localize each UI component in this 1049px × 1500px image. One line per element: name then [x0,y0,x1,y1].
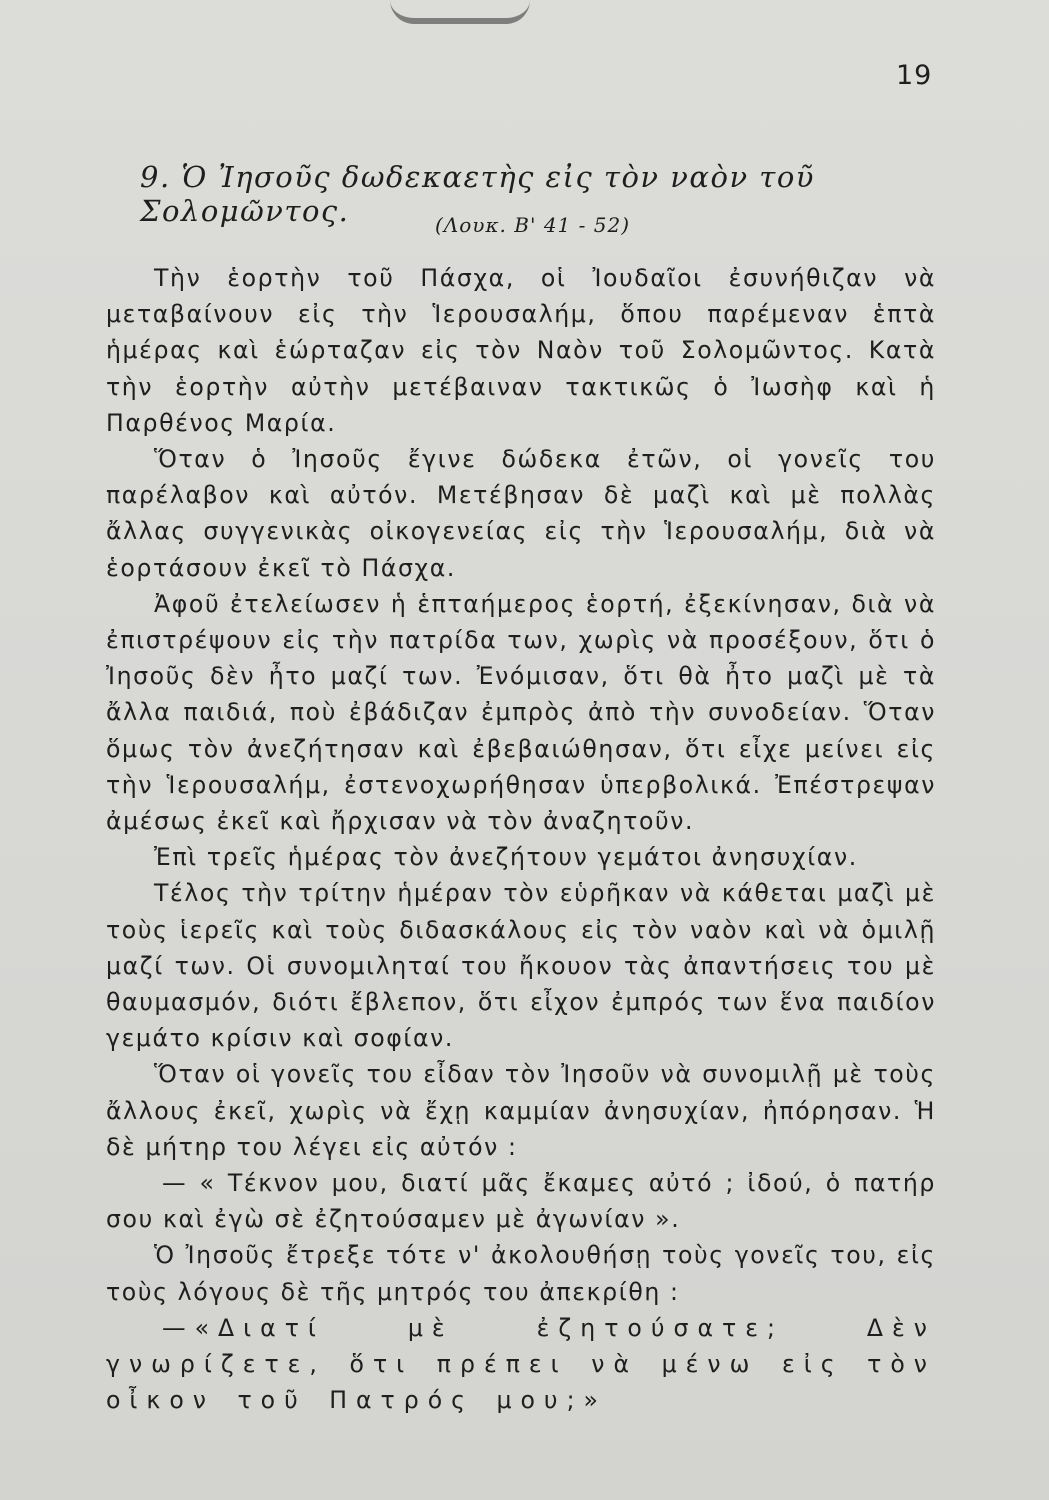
paragraph: Ἐπὶ τρεῖς ἡμέρας τὸν ἀνεζήτουν γεμάτοι ἀνησυχίαν. [154,843,858,872]
paragraph: Ὅταν ὁ Ἰησοῦς ἔγινε δώδεκα ἐτῶν, οἱ γονεῖς του παρέλαβον καὶ αὐτόν. Μετέβησαν δὲ μαζὶ καὶ μὲ πολλὰς ἄλλας συγγενικὰς οἰκογενείας εἰς τὴν Ἱερουσαλήμ, διὰ νὰ ἑορτάσουν ἐκεῖ τὸ Πάσχα. [106,445,936,582]
paragraph: Ὁ Ἰησοῦς ἔτρεξε τότε ν' ἀκολουθήσῃ τοὺς γονεῖς του, εἰς τοὺς λόγους δὲ τῆς μητρός του ἀπεκρίθη : [106,1241,936,1306]
paragraph: Ἀφοῦ ἐτελείωσεν ἡ ἑπταήμερος ἑορτή, ἐξεκίνησαν, διὰ νὰ ἐπιστρέψουν εἰς τὴν πατρίδα των, χωρὶς νὰ προσέξουν, ὅτι ὁ Ἰησοῦς δὲν ἦτο μαζί των. Ἐνόμισαν, ὅτι θὰ ἦτο μαζὶ μὲ τὰ ἄλλα παιδιά, ποὺ ἐβάδιζαν ἐμπρὸς ἀπὸ τὴν συνοδείαν. Ὅταν ὅμως τὸν ἀνεζήτησαν καὶ ἐβεβαιώθησαν, ὅτι εἶχε μείνει εἰς τὴν Ἱερουσαλήμ, ἐστενοχωρήθησαν ὑπερβολικά. Ἐπέστρεψαν ἀμέσως ἐκεῖ καὶ ἤρχισαν νὰ τὸν ἀναζητοῦν. [106,589,936,836]
body-text [106,260,936,1419]
scripture-reference: (Λουκ. Β' 41 - 52) [435,213,631,237]
dialog-quote-spaced: —«Διατί μὲ ἐζητούσατε; Δὲν γνωρίζετε, ὅτι πρέπει νὰ μένω εἰς τὸν οἶκον τοῦ Πατρός μου;» [106,1313,936,1415]
paragraph: Ὅταν οἱ γονεῖς του εἶδαν τὸν Ἰησοῦν νὰ συνομιλῇ μὲ τοὺς ἄλλους ἐκεῖ, χωρὶς νὰ ἔχῃ καμμίαν ἀνησυχίαν, ἠπόρησαν. Ἡ δὲ μήτηρ του λέγει εἰς αὐτόν : [106,1060,936,1161]
page-number: 19 [896,60,933,91]
chapter-heading: 9. Ὁ Ἰησοῦς δωδεκαετὴς εἰς τὸν ναὸν τοῦ Σολομῶντος. [140,160,815,228]
dialog-quote: — « Τέκνον μου, διατί μᾶς ἔκαμες αὐτό ; ἰδού, ὁ πατήρ σου καὶ ἐγὼ σὲ ἐζητούσαμεν μὲ ἀγωνίαν ». [106,1169,936,1234]
paragraph: Τὴν ἑορτὴν τοῦ Πάσχα, οἱ Ἰουδαῖοι ἐσυνήθιζαν νὰ μεταβαίνουν εἰς τὴν Ἱερουσαλήμ, ὅπου παρέμεναν ἑπτὰ ἡμέρας καὶ ἑώρταζαν εἰς τὸν Ναὸν τοῦ Σολομῶντος. Κατὰ τὴν ἑορτὴν αὐτὴν μετέβαιναν τακτικῶς ὁ Ἰωσὴφ καὶ ἡ Παρθένος Μαρία. [106,264,936,437]
paragraph: Τέλος τὴν τρίτην ἡμέραν τὸν εὑρῆκαν νὰ κάθεται μαζὶ μὲ τοὺς ἱερεῖς καὶ τοὺς διδασκάλους εἰς τὸν ναὸν καὶ νὰ ὁμιλῇ μαζί των. Οἱ συνομιληταί του ἤκουον τὰς ἀπαντήσεις του μὲ θαυμασμόν, διότι ἔβλεπον, ὅτι εἶχον ἐμπρός των ἕνα παιδίον γεμάτο κρίσιν καὶ σοφίαν. [106,879,936,1053]
top-ink-mark [390,0,530,24]
